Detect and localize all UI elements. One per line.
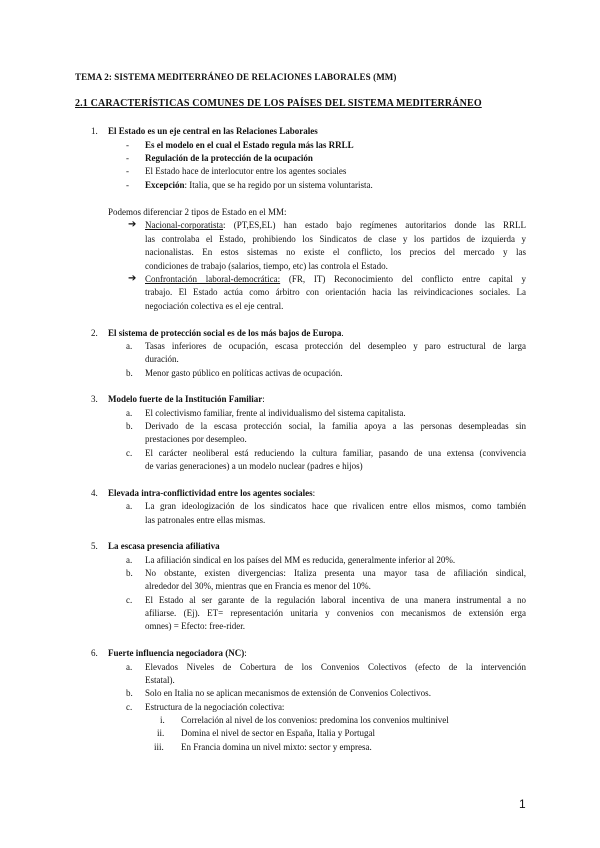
list-marker: c. — [126, 595, 133, 605]
section-4-item-a-line-1: La gran ideologización de los sindicatos hace que rivalicen entre ellos mismos, como también — [145, 501, 526, 511]
type-1-line-2: las controlaba el Estado, prohibiendo los Sindicatos de clase y los partidos de izquierda y — [145, 234, 526, 244]
list-marker: a. — [126, 341, 133, 351]
section-2-item-a-line-1: Tasas inferiores de ocupación, escasa protección del desempleo y paro estructural de larga — [145, 341, 526, 351]
section-1-number: 1. — [91, 126, 98, 136]
section-1-item-1: Es el modelo en el cual el Estado regula más las RRLL — [145, 140, 354, 150]
section-2-heading: El sistema de protección social es de los más bajos de Europa — [108, 328, 342, 338]
dash-bullet: - — [126, 166, 129, 176]
list-marker: b. — [126, 568, 133, 578]
section-4-item-a-line-2: las patronales entre ellas mismas. — [145, 515, 266, 525]
section-1-item-3: El Estado hace de interlocutor entre los agentes sociales — [145, 166, 347, 176]
type-1-label: Nacional-corporatista — [145, 220, 223, 230]
section-1-heading: El Estado es un eje central en las Relaciones Laborales — [108, 126, 318, 136]
type-2-label: Confrontación laboral-democrática: — [145, 274, 281, 284]
exception-label: Excepción — [145, 180, 185, 190]
section-2-number: 2. — [91, 328, 98, 338]
section-3-number: 3. — [91, 394, 98, 404]
state-types-intro: Podemos diferenciar 2 tipos de Estado en el MM: — [108, 207, 287, 217]
section-6-item-a-line-1: Elevados Niveles de Cobertura de los Convenios Colectivos (efecto de la intervención — [145, 662, 526, 672]
dash-bullet: - — [126, 153, 129, 163]
list-marker: b. — [126, 688, 133, 698]
roman-marker: ii. — [157, 728, 165, 738]
type-1-line-4: condiciones de trabajo (salarios, tiempo, etc) las controla el Estado. — [145, 261, 388, 271]
section-6-sub-ii: Domina el nivel de sector en España, Italia y Portugal — [181, 728, 375, 738]
section-5-item-c-line-3: omnes) = Efecto: free-rider. — [145, 621, 246, 631]
section-3-item-c-line-2: de varias generaciones) a un modelo nuclear (padres e hijos) — [145, 461, 363, 471]
section-4-heading: Elevada intra-conflictividad entre los agentes sociales — [108, 488, 313, 498]
section-6-number: 6. — [91, 648, 98, 658]
roman-marker: iii. — [154, 742, 164, 752]
section-5-item-b-line-1: No obstante, existen divergencias: Italiza presenta una mayor tasa de afiliación sindical, — [145, 568, 526, 578]
section-6-item-b: Solo en Italia no se aplican mecanismos de extensión de Convenios Colectivos. — [145, 688, 431, 698]
type-2-line-3: negociación colectiva es el eje central. — [145, 301, 284, 311]
type-1-text: : (PT,ES,EL) han estado bajo regímenes autoritarios donde las RRLL — [222, 220, 526, 230]
section-2-item-b: Menor gasto público en políticas activas de ocupación. — [145, 368, 343, 378]
type-2-line-1 — [145, 274, 526, 284]
section-6-sub-i: Correlación al nivel de los convenios: predomina los convenios multinivel — [181, 715, 449, 725]
list-marker: b. — [126, 421, 133, 431]
section-3-item-a: El colectivismo familiar, frente al individualismo del sistema capitalista. — [145, 408, 406, 418]
section-6-heading: Fuerte influencia negociadora (NC) — [108, 648, 245, 658]
section-5-number: 5. — [91, 541, 98, 551]
section-2-item-a-line-2: duración. — [145, 354, 179, 364]
section-2-heading-line: El sistema de protección social es de los más bajos de Europa. — [108, 328, 344, 338]
section-4-heading-line: Elevada intra-conflictividad entre los agentes sociales: — [108, 488, 316, 498]
section-subtitle: 2.1 CARACTERÍSTICAS COMUNES DE LOS PAÍSES DEL SISTEMA MEDITERRÁNEO — [75, 98, 482, 109]
section-3-heading-line: Modelo fuerte de la Institución Familiar: — [108, 394, 265, 404]
dash-bullet: - — [126, 140, 129, 150]
section-3-item-b-line-2: prestaciones por desempleo. — [145, 434, 247, 444]
section-6-sub-iii: En Francia domina un nivel mixto: sector y empresa. — [181, 742, 372, 752]
section-3-item-c-line-1: El carácter neoliberal está reduciendo la cultura familiar, pasando de una extensa (convivencia — [145, 448, 526, 458]
type-1-line-1 — [145, 220, 526, 230]
list-marker: a. — [126, 662, 133, 672]
roman-marker: i. — [160, 715, 165, 725]
list-marker: b. — [126, 368, 133, 378]
section-6-item-a-line-2: Estatal). — [145, 675, 175, 685]
section-3-item-b-line-1: Derivado de la escasa protección social, la familia apoya a las personas desempleadas sin — [145, 421, 526, 431]
exception-text: : Italia, que se ha regido por un sistema voluntarista. — [184, 180, 373, 190]
section-1-exception — [145, 180, 373, 190]
list-marker: a. — [126, 408, 133, 418]
arrow-bullet-icon: ➔ — [128, 219, 137, 230]
dash-bullet: - — [126, 180, 129, 190]
list-marker: c. — [126, 702, 133, 712]
section-5-item-b-line-2: alrededor del 30%, mientras que en Francia es menor del 10%. — [145, 581, 371, 591]
arrow-bullet-icon: ➔ — [128, 273, 137, 284]
page-number: 1 — [519, 797, 526, 811]
type-2-text: (FR, IT) Reconocimiento del conflicto entre capital y — [280, 274, 526, 284]
list-marker: a. — [126, 501, 133, 511]
section-6-heading-line: Fuerte influencia negociadora (NC): — [108, 648, 247, 658]
section-5-item-c-line-2: afiliarse. (Ej). ET= representación unitaria y convenios con mecanismos de extensión erga — [145, 608, 526, 618]
type-2-line-2: trabajo. El Estado actúa como árbitro con orientación hacia las reivindicaciones sociales. La — [145, 287, 526, 297]
section-5-item-a: La afiliación sindical en los países del MM es reducida, generalmente inferior al 20%. — [145, 555, 456, 565]
document-title: TEMA 2: SISTEMA MEDITERRÁNEO DE RELACIONES LABORALES (MM) — [75, 72, 397, 82]
section-4-number: 4. — [91, 488, 98, 498]
section-5-heading: La escasa presencia afiliativa — [108, 541, 220, 551]
type-1-line-3: nacionalistas. En estos sistemas no existe el conflicto, los precios del mercado y las — [145, 247, 526, 257]
section-1-item-2: Regulación de la protección de la ocupación — [145, 153, 313, 163]
list-marker: c. — [126, 448, 133, 458]
list-marker: a. — [126, 555, 133, 565]
section-6-item-c: Estructura de la negociación colectiva: — [145, 702, 285, 712]
section-5-item-c-line-1: El Estado al ser garante de la regulación laboral incentiva de una manera instrumental a no — [145, 595, 526, 605]
section-3-heading: Modelo fuerte de la Institución Familiar — [108, 394, 263, 404]
